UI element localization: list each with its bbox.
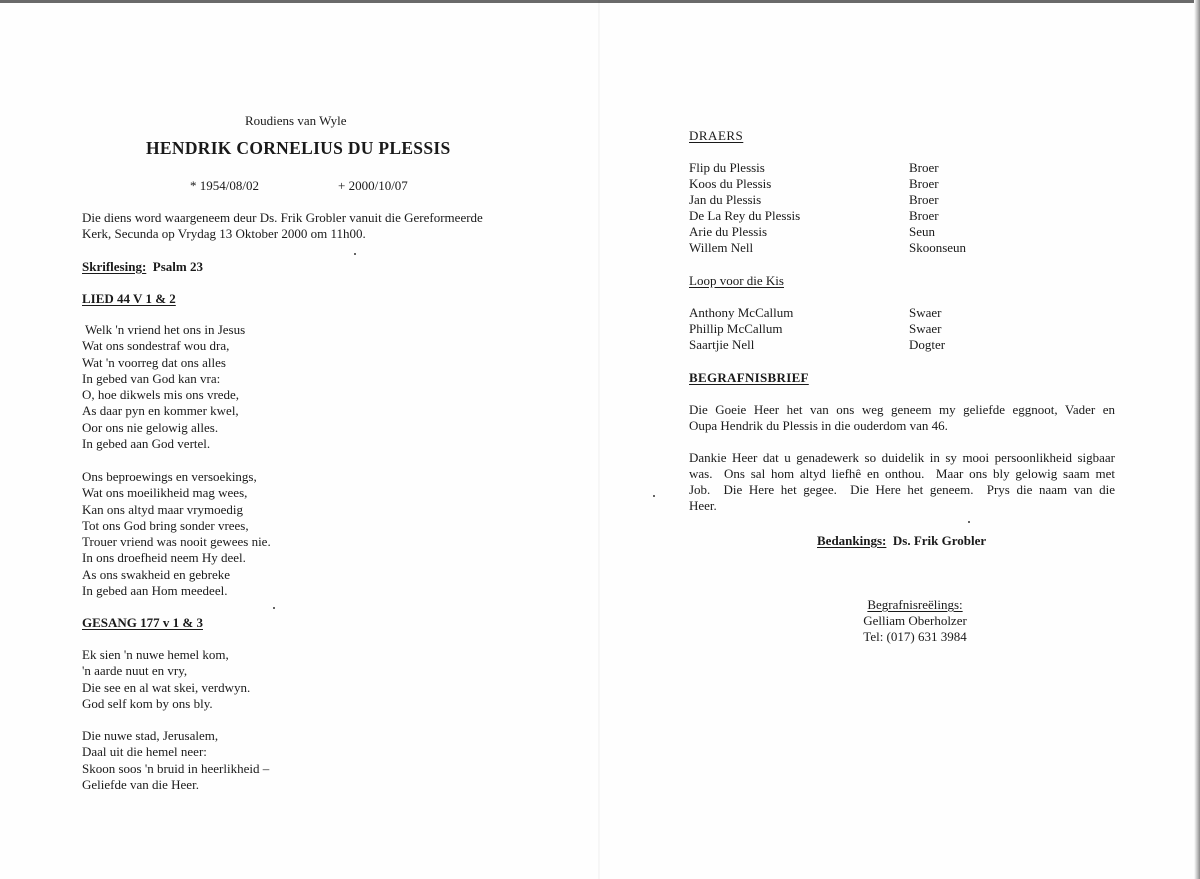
funeral-director: Gelliam Oberholzer	[863, 613, 967, 628]
verse-line: Die see en al wat skei, verdwyn.	[82, 679, 251, 695]
intro-line-2: Kerk, Secunda op Vrydag 13 Oktober 2000 om 11h00.	[82, 226, 366, 241]
scripture-text: Psalm 23	[152, 259, 203, 274]
letter-title: BEGRAFNISBRIEF	[689, 370, 809, 385]
funeral-title: Begrafnisreëlings:	[867, 597, 963, 612]
letter-para1	[689, 402, 1115, 434]
hymn1-title: LIED 44 V 1 & 2	[82, 291, 176, 306]
verse-line: O, hoe dikwels mis ons vrede,	[82, 387, 240, 403]
intro-line-1: Die diens word waargeneem deur Ds. Frik Grobler vanuit die Gereformeerde	[82, 210, 483, 225]
walker-relation: Swaer	[909, 305, 942, 320]
verse-line: Oor ons nie gelowig alles.	[82, 419, 219, 435]
verse-line: Kan ons altyd maar vrymoedig	[82, 501, 244, 517]
walker-name: Phillip McCallum	[689, 321, 783, 336]
pallbearer-relation: Broer	[909, 176, 939, 191]
death-date: + 2000/10/07	[338, 178, 408, 193]
walk-before-title: Loop voor die Kis	[689, 273, 784, 288]
verse-line: Die nuwe stad, Jerusalem,	[82, 728, 219, 743]
pallbearer-name: Flip du Plessis	[689, 160, 765, 175]
verse-line: Trouer vriend was nooit gewees nie.	[82, 534, 271, 550]
pallbearer-relation: Skoonseun	[909, 240, 967, 255]
pallbearers-title: DRAERS	[689, 128, 744, 143]
verse-line: Geliefde van die Heer.	[82, 776, 199, 792]
verse-line: In gebed van God kan vra:	[82, 370, 221, 386]
walk-before-relations	[909, 305, 945, 353]
pallbearer-name: Koos du Plessis	[689, 176, 772, 191]
verse-line: In gebed aan Hom meedeel.	[82, 583, 228, 599]
deceased-name: HENDRIK CORNELIUS DU PLESSIS	[146, 138, 451, 158]
pallbearers-relations	[909, 160, 966, 256]
hymn2-stanza1	[82, 647, 250, 712]
letter-line: Die Goeie Heer het van ons weg geneem my geliefde eggnoot, Vader en	[689, 402, 1115, 417]
verse-line: Tot ons God bring sonder vrees,	[82, 517, 249, 533]
pallbearer-relation: Broer	[909, 160, 939, 175]
pallbearer-name: Arie du Plessis	[689, 224, 767, 239]
pallbearer-relation: Broer	[909, 208, 939, 223]
print-speck	[354, 253, 356, 255]
walker-relation: Dogter	[909, 337, 946, 352]
walker-name: Anthony McCallum	[689, 305, 794, 320]
verse-line: 'n aarde nuut en vry,	[82, 663, 188, 679]
verse-line: In ons droefheid neem Hy deel.	[82, 550, 246, 566]
print-speck	[273, 607, 275, 609]
verse-line: Daal uit die hemel neer:	[82, 744, 207, 760]
verse-line: As daar pyn en kommer kwel,	[82, 403, 239, 419]
verse-line: Wat ons moeilikheid mag wees,	[82, 485, 248, 501]
walk-before-names	[689, 305, 793, 353]
funeral-phone: Tel: (017) 631 3984	[863, 629, 967, 644]
letter-line: Oupa Hendrik du Plessis in die ouderdom van 46.	[689, 418, 948, 433]
verse-line: Skoon soos 'n bruid in heerlikheid –	[82, 760, 270, 776]
letter-para2	[689, 450, 1115, 514]
letter-line: Job. Die Here het gegee. Die Here het geneem. Prys die naam van die	[689, 482, 1115, 497]
verse-line: As ons swakheid en gebreke	[82, 566, 231, 582]
walker-relation: Swaer	[909, 321, 942, 336]
walker-name: Saartjie Nell	[689, 337, 755, 352]
letter-line: was. Ons sal hom altyd liefhê en onthou. Maar ons bly gelowig saam met	[689, 466, 1115, 481]
verse-line: Ons beproewings en versoekings,	[82, 469, 257, 484]
pallbearer-relation: Broer	[909, 192, 939, 207]
hymn2-title: GESANG 177 v 1 & 3	[82, 615, 203, 630]
hymn1-stanza1	[82, 322, 245, 452]
print-speck	[653, 495, 655, 497]
subtitle: Roudiens van Wyle	[245, 113, 347, 128]
scripture-reading	[82, 259, 203, 275]
hymn2-stanza2	[82, 728, 269, 793]
letter-line: Heer.	[689, 498, 717, 513]
page-top-edge	[0, 0, 1200, 3]
pallbearer-name: De La Rey du Plessis	[689, 208, 801, 223]
birth-date: * 1954/08/02	[190, 178, 259, 193]
verse-line: Wat ons sondestraf wou dra,	[82, 338, 230, 354]
scripture-label: Skriflesing:	[82, 259, 147, 274]
print-speck	[968, 521, 970, 523]
thanks-label: Bedankings:	[817, 533, 887, 548]
thanks-text: Ds. Frik Grobler	[892, 533, 987, 548]
hymn1-stanza2	[82, 469, 271, 599]
thanks	[817, 533, 986, 549]
verse-line: Welk 'n vriend het ons in Jesus	[85, 322, 246, 337]
verse-line: God self kom by ons bly.	[82, 695, 213, 711]
page-right-edge	[1194, 0, 1200, 879]
letter-line: Dankie Heer dat u genadewerk so duidelik in sy mooi persoonlikheid sigbaar	[689, 450, 1115, 465]
pallbearer-name: Jan du Plessis	[689, 192, 762, 207]
funeral-arrangements	[790, 597, 1040, 645]
pallbearers-names	[689, 160, 800, 256]
verse-line: Wat 'n voorreg dat ons alles	[82, 354, 226, 370]
pallbearer-relation: Seun	[909, 224, 935, 239]
verse-line: In gebed aan God vertel.	[82, 436, 211, 452]
page-fold	[598, 0, 600, 879]
pallbearer-name: Willem Nell	[689, 240, 754, 255]
verse-line: Ek sien 'n nuwe hemel kom,	[82, 647, 229, 662]
